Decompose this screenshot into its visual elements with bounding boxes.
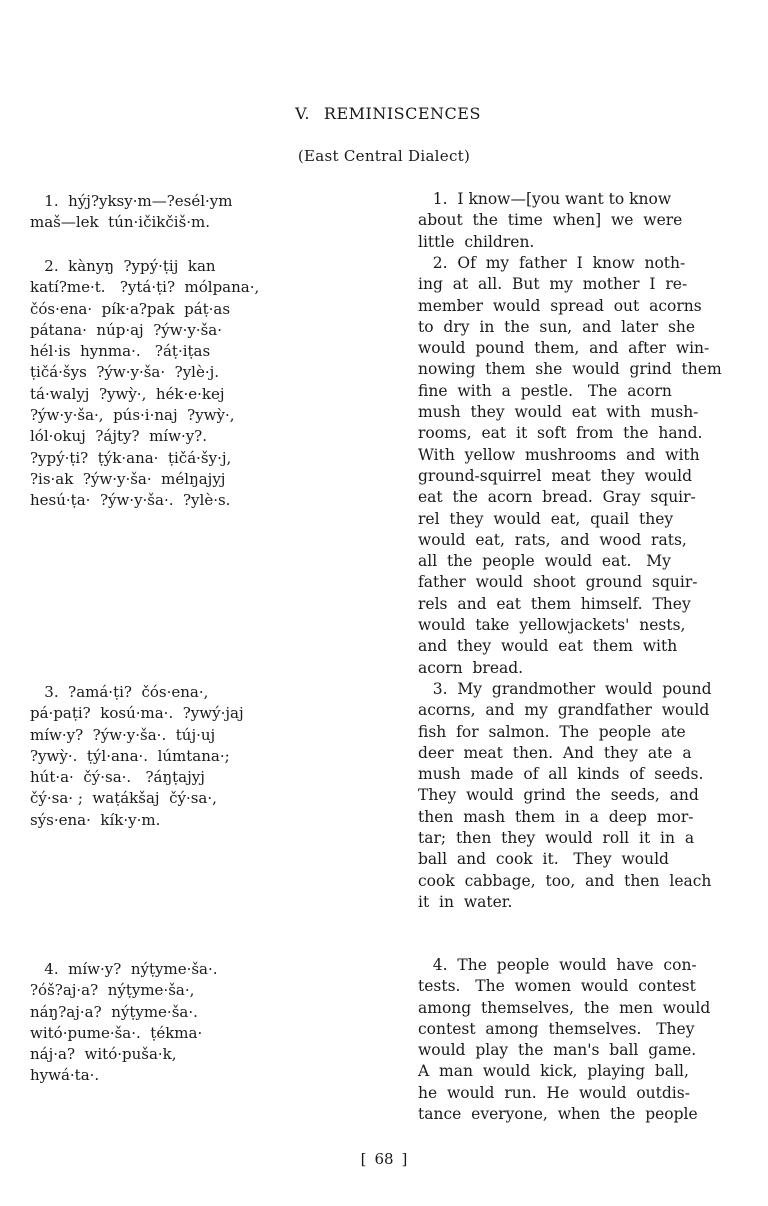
text-line: With yellow mushrooms and with bbox=[418, 445, 700, 464]
text-line: 2. Of my father I know noth- bbox=[418, 254, 686, 272]
text-line: ?is·ak ?ýw·y·ša· mélŋajyj bbox=[30, 469, 226, 488]
text-line: pátana· núp·aj ?ýw·y·ša· bbox=[30, 320, 223, 339]
text-line: would eat, rats, and wood rats, bbox=[418, 530, 687, 549]
text-line: would pound them, and after win- bbox=[418, 339, 710, 358]
text-line: ṭičá·šys ?ýw·y·ša· ?ylè·j. bbox=[30, 363, 220, 382]
text-line: sýs·ena· kík·y·m. bbox=[30, 810, 161, 829]
text-line: náŋ?aj·a? nýṭyme·ša·. bbox=[30, 1002, 198, 1021]
text-line: would take yellowjackets' nests, bbox=[418, 616, 686, 635]
miwok-paragraph-3 bbox=[30, 682, 390, 831]
text-line: father would shoot ground squir- bbox=[418, 573, 698, 592]
text-line: rel they would eat, quail they bbox=[418, 509, 674, 528]
section-heading bbox=[0, 104, 768, 123]
text-line: member would spread out acorns bbox=[418, 296, 702, 315]
text-line: among themselves, the men would bbox=[418, 998, 711, 1017]
bracket-right: ] bbox=[401, 1150, 408, 1168]
text-line: čý·sa· ; waṭákšaj čý·sa·, bbox=[30, 789, 217, 808]
text-line: pá·paṭi? kosú·ma·. ?ywý·jaj bbox=[30, 704, 244, 723]
text-line: mush made of all kinds of seeds. bbox=[418, 765, 704, 784]
text-line: lól·okuj ?ájty? míw·y?. bbox=[30, 427, 207, 446]
text-line: maš—lek tún·ičikčiš·m. bbox=[30, 213, 211, 232]
miwok-paragraph-1 bbox=[30, 191, 390, 234]
text-line: little children. bbox=[418, 232, 535, 251]
text-line: ball and cook it. They would bbox=[418, 850, 669, 869]
text-line: would play the man's ball game. bbox=[418, 1041, 697, 1060]
text-line: A man would kick, playing ball, bbox=[418, 1062, 689, 1081]
text-line: 3. ?amá·ṭi? čós·ena·, bbox=[30, 683, 209, 701]
text-line: 1. I know—[you want to know bbox=[418, 190, 672, 208]
text-line: all the people would eat. My bbox=[418, 552, 671, 571]
section-title: REMINISCENCES bbox=[323, 104, 481, 123]
text-line: nowing them she would grind them bbox=[418, 360, 722, 379]
text-line: and they would eat them with bbox=[418, 637, 678, 656]
text-line: tance everyone, when the people bbox=[418, 1105, 698, 1124]
text-line: it in water. bbox=[418, 892, 513, 911]
bracket-left: [ bbox=[360, 1150, 367, 1168]
text-line: náj·a? witó·puša·k, bbox=[30, 1045, 177, 1064]
text-line: rels and eat them himself. They bbox=[418, 594, 691, 613]
text-line: 1. hýj?yksy·m—?esél·ym bbox=[30, 192, 233, 210]
text-line: rooms, eat it soft from the hand. bbox=[418, 424, 703, 443]
text-line: witó·pume·ša·. ṭékma· bbox=[30, 1023, 203, 1042]
text-line: tá·walyj ?ywỳ·, hék·e·kej bbox=[30, 384, 225, 403]
page-number: 68 bbox=[374, 1150, 394, 1168]
text-line: tar; then they would roll it in a bbox=[418, 829, 695, 848]
section-number: V. bbox=[295, 104, 310, 123]
english-paragraph-1 bbox=[418, 189, 758, 253]
text-line: fine with a pestle. The acorn bbox=[418, 381, 672, 400]
english-paragraph-2-3 bbox=[418, 253, 758, 913]
text-line: tests. The women would contest bbox=[418, 977, 696, 996]
text-line: acorn bread. bbox=[418, 658, 524, 677]
text-line: katí?me·t. ?ytá·ṭi? mólpana·, bbox=[30, 278, 260, 297]
text-line: 3. My grandmother would pound bbox=[418, 679, 712, 698]
text-line: They would grind the seeds, and bbox=[418, 786, 699, 805]
text-line: he would run. He would outdis- bbox=[418, 1083, 690, 1102]
text-line: 4. The people would have con- bbox=[418, 956, 697, 974]
text-line: to dry in the sun, and later she bbox=[418, 317, 696, 336]
text-line: cook cabbage, too, and then leach bbox=[418, 871, 712, 890]
text-line: deer meat then. And they ate a bbox=[418, 743, 692, 762]
text-line: 4. míw·y? nýṭyme·ša·. bbox=[30, 960, 218, 978]
text-line: hél·is hynma·. ?áṭ·iṭas bbox=[30, 342, 211, 361]
text-line: ?ypý·ṭi? ṭýk·ana· ṭičá·šy·j, bbox=[30, 448, 232, 467]
text-line: then mash them in a deep mor- bbox=[418, 807, 694, 826]
text-line: contest among themselves. They bbox=[418, 1019, 695, 1038]
page-number-footer bbox=[0, 1150, 768, 1168]
text-line: hywá·ta·. bbox=[30, 1066, 100, 1085]
text-line: čós·ena· pík·a?pak páṭ·as bbox=[30, 299, 231, 318]
text-line: eat the acorn bread. Gray squir- bbox=[418, 488, 696, 507]
text-line: fish for salmon. The people ate bbox=[418, 722, 686, 741]
miwok-paragraph-2 bbox=[30, 256, 390, 512]
text-line: about the time when] we were bbox=[418, 211, 683, 230]
text-line: ing at all. But my mother I re- bbox=[418, 275, 688, 294]
text-line: acorns, and my grandfather would bbox=[418, 701, 710, 720]
text-line: míw·y? ?ýw·y·ša·. túj·uj bbox=[30, 725, 216, 744]
text-line: ?ywỳ·. ṭýl·ana·. lúmtana·; bbox=[30, 746, 230, 765]
text-line: ?óš?aj·a? nýṭyme·ša·, bbox=[30, 981, 195, 1000]
text-line: ?ýw·y·ša·, pús·i·naj ?ywỳ·, bbox=[30, 406, 235, 425]
text-line: hút·a· čý·sa·. ?áŋṭajyj bbox=[30, 768, 205, 787]
english-paragraph-4 bbox=[418, 955, 758, 1125]
text-line: hesú·ṭa· ?ýw·y·ša·. ?ylè·s. bbox=[30, 491, 231, 510]
text-line: ground-squirrel meat they would bbox=[418, 466, 693, 485]
text-line: 2. kànyŋ ?ypý·ṭij kan bbox=[30, 257, 216, 275]
miwok-paragraph-4 bbox=[30, 959, 390, 1087]
dialect-subtitle: (East Central Dialect) bbox=[297, 147, 471, 165]
text-line: mush they would eat with mush- bbox=[418, 403, 699, 422]
